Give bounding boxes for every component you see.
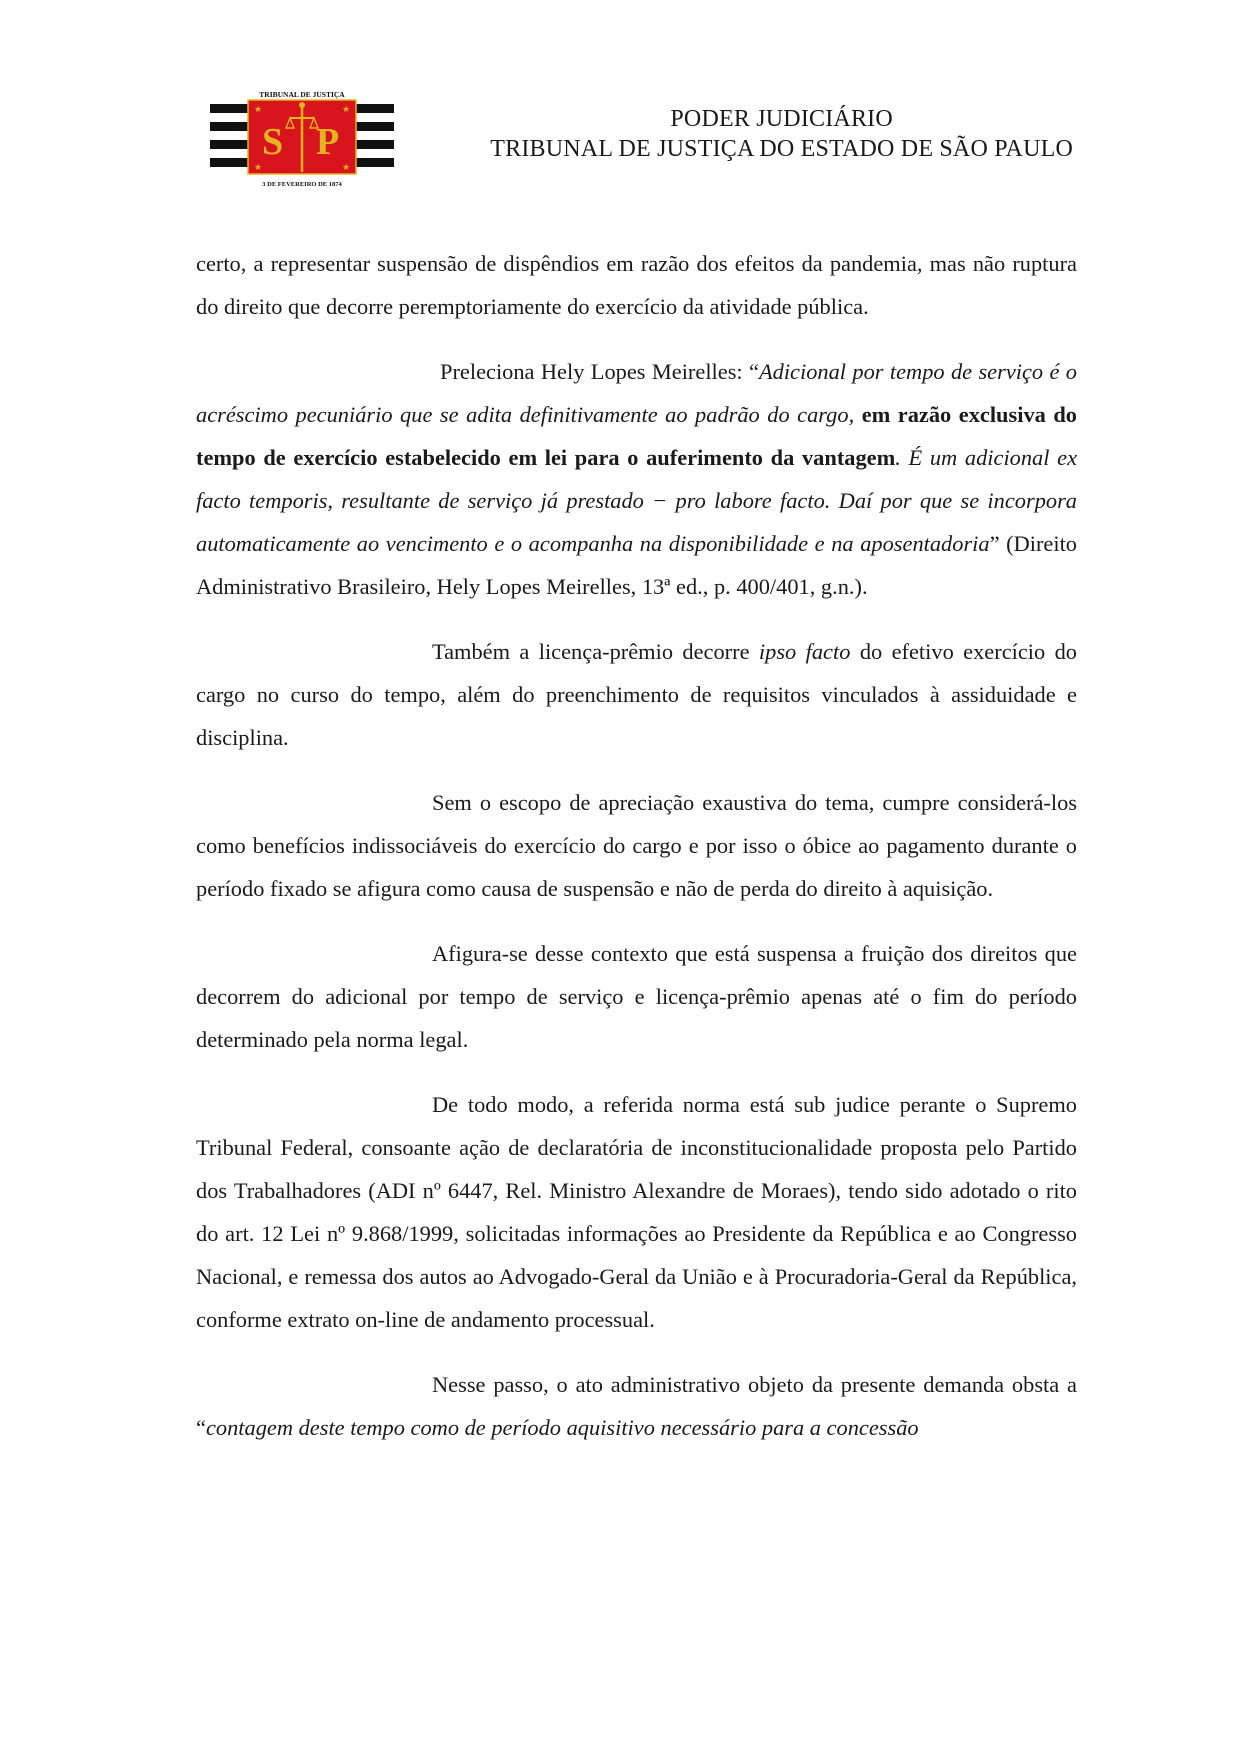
p3-italic: ipso facto [758, 639, 851, 664]
page-header [0, 0, 1241, 220]
header-line-1: PODER JUDICIÁRIO [670, 106, 893, 132]
logo-letter-p: P [316, 121, 340, 163]
header-line-2: TRIBUNAL DE JUSTIÇA DO ESTADO DE SÃO PAULO [490, 136, 1073, 162]
p2-quote-italic-1: Adicional por tempo de serviço é o acréscimo pecuniário que se adita definitivamente ao padrão do cargo, [196, 359, 1077, 427]
p3-tail: do efetivo exercício do cargo no curso do tempo, além do preenchimento de requisitos vinculados à assiduidade e disciplina. [196, 639, 1077, 750]
logo-letter-s: S [262, 121, 284, 163]
p7-lead: Nesse passo, o ato administrativo objeto da presente demanda obsta a “ [196, 1372, 1077, 1440]
p7-italic: contagem deste tempo como de período aquisitivo necessário para a concessão [205, 1415, 919, 1440]
logo-top-text: TRIBUNAL DE JUSTIÇA [259, 90, 345, 99]
svg-text:★: ★ [342, 163, 351, 173]
paragraph-6: De todo modo, a referida norma está sub judice perante o Supremo Tribunal Federal, consoante ação de declaratória de inconstitucionalidade proposta pelo Partido dos Trabalhadores (ADI nº 6447, Rel. Ministro Alexandre de Moraes), tendo sido adotado o rito do art. 12 Lei nº 9.868/1999, solicitadas informações ao Presidente da República e ao Congresso Nacional, e remessa dos autos ao Advogado-Geral da União e à Procuradoria-Geral da República, conforme extrato on-line de andamento processual. [196, 1092, 1077, 1332]
tjsp-seal-logo [210, 88, 394, 192]
p3-lead: Também a licença-prêmio decorre [432, 639, 759, 664]
svg-text:★: ★ [254, 105, 263, 115]
svg-text:★: ★ [342, 105, 351, 115]
p2-lead: Preleciona Hely Lopes Meirelles: “ [440, 359, 759, 384]
paragraph-5: Afigura-se desse contexto que está suspensa a fruição dos direitos que decorrem do adicional por tempo de serviço e licença-prêmio apenas até o fim do período determinado pela norma legal. [196, 941, 1077, 1052]
paragraph-4: Sem o escopo de apreciação exaustiva do tema, cumpre considerá-los como benefícios indissociáveis do exercício do cargo e por isso o óbice ao pagamento durante o período fixado se afigura como causa de suspensão e não de perda do direito à aquisição. [196, 790, 1077, 901]
paragraph-1: certo, a representar suspensão de dispêndios em razão dos efeitos da pandemia, mas não ruptura do direito que decorre peremptoriamente do exercício da atividade pública. [196, 251, 1077, 319]
paragraph-3 [196, 630, 1077, 759]
p2-quote-italic-2: . É um adicional ex facto temporis, resultante de serviço já prestado − pro labore facto. Daí por que se incorpora automaticamente ao vencimento e o acompanha na disponibilidade e na aposentadoria [196, 445, 1078, 556]
paragraph-7 [196, 1363, 1077, 1449]
p2-quote-bold: em razão exclusiva do tempo de exercício estabelecido em lei para o auferimento da vantagem [196, 402, 1077, 470]
document-body [196, 242, 1077, 1471]
logo-bottom-text: 3 DE FEVEREIRO DE 1874 [262, 181, 342, 188]
p2-citation: ” (Direito Administrativo Brasileiro, Hely Lopes Meirelles, 13ª ed., p. 400/401, g.n.). [196, 531, 1077, 599]
svg-text:★: ★ [254, 163, 263, 173]
court-name [490, 104, 1073, 164]
paragraph-2 [196, 350, 1077, 608]
